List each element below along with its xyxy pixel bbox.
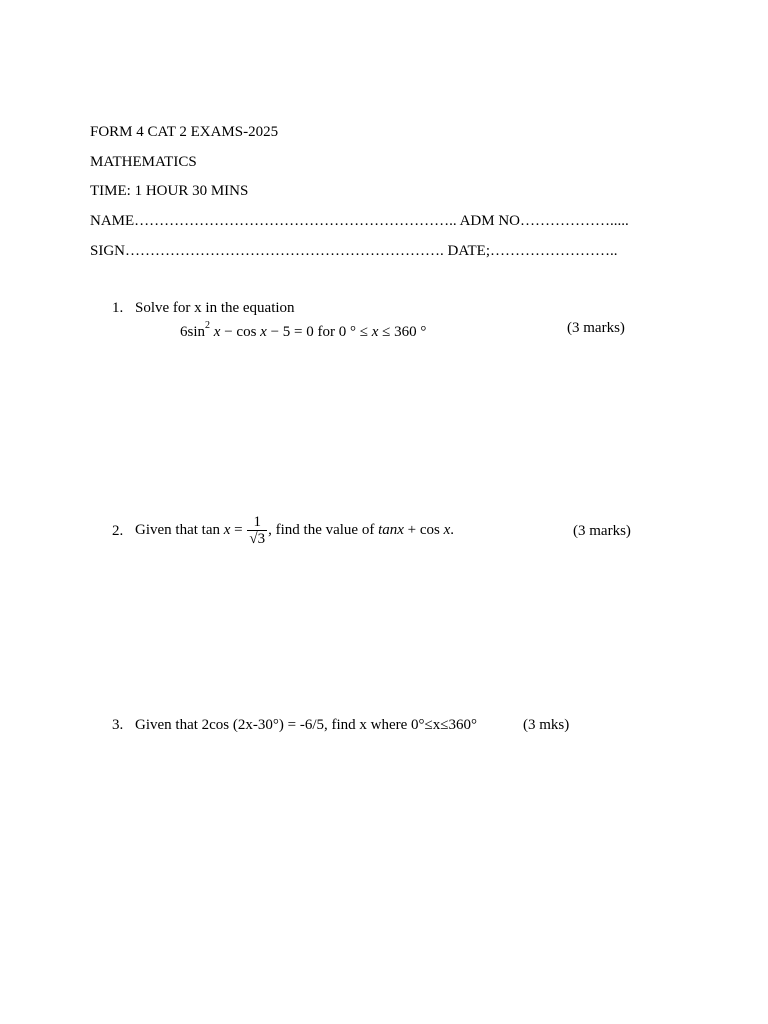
subject-label: MATHEMATICS xyxy=(90,154,197,170)
sign-date-line: SIGN………………………………………………………. DATE;…………………….. xyxy=(90,243,618,259)
eq-rest: − 5 = 0 xyxy=(266,324,314,340)
q2-equals: = xyxy=(230,522,247,538)
eq-minus: − xyxy=(220,324,237,340)
question-3-marks: (3 mks) xyxy=(523,717,570,733)
q2-expr-cos: cos xyxy=(419,522,444,538)
question-2-number: 2. xyxy=(112,523,124,539)
eq-power: 2 xyxy=(205,320,211,331)
range-var: x xyxy=(371,324,379,340)
q2-tan: tan xyxy=(201,522,220,538)
name-adm-line: NAME……………………………………………………….. ADM NO………………..... xyxy=(90,213,629,229)
eq-sin: sin xyxy=(187,324,206,340)
question-2-marks: (3 marks) xyxy=(573,523,631,539)
eq-var-2: x xyxy=(260,324,267,340)
q2-expr-plus: + xyxy=(403,522,420,538)
question-3-text: Given that 2cos (2x-30°) = -6/5, find x where 0°≤x≤360° xyxy=(135,717,478,733)
q2-text-mid: , find the value of xyxy=(268,522,379,538)
time-label: TIME: 1 HOUR 30 MINS xyxy=(90,183,249,199)
q2-frac-numerator: 1 xyxy=(253,514,261,530)
q2-text-end: . xyxy=(450,522,455,538)
q2-expr-var: x xyxy=(443,522,451,538)
question-1-marks: (3 marks) xyxy=(567,320,625,336)
q2-text-pre: Given that xyxy=(135,522,202,538)
question-2-text xyxy=(135,514,454,547)
eq-coefficient: 6 xyxy=(180,324,188,340)
q2-var: x xyxy=(223,522,231,538)
eq-cos: cos xyxy=(236,324,257,340)
q2-expr-tan: tanx xyxy=(378,522,404,538)
exam-title: FORM 4 CAT 2 EXAMS-2025 xyxy=(90,124,279,140)
q2-frac-denominator: √3 xyxy=(249,531,266,547)
question-1-text: Solve for x in the equation xyxy=(135,300,295,316)
question-3-number: 3. xyxy=(112,717,124,733)
range-prefix: for 0 ° ≤ xyxy=(313,324,372,340)
range-suffix: ≤ 360 ° xyxy=(378,324,427,340)
q2-fraction xyxy=(247,514,267,547)
question-1-equation xyxy=(180,320,426,341)
eq-var: x xyxy=(213,324,221,340)
question-1-number: 1. xyxy=(112,300,124,316)
